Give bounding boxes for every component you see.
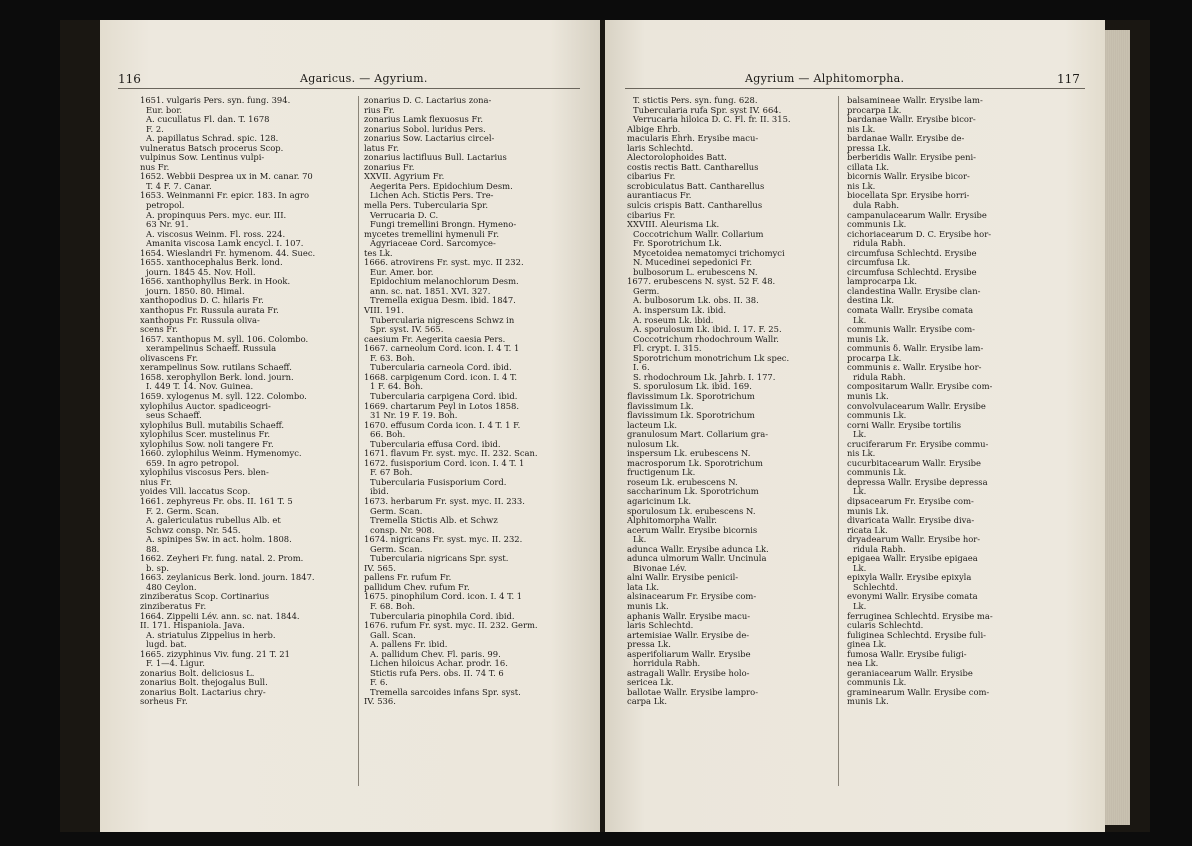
text-line: 1673. herbarum Fr. syst. myc. II. 233. [364, 495, 525, 506]
text-line: xerampelinus Schaeff. Russula [146, 343, 277, 354]
text-line: asperifoliarum Wallr. Erysibe [627, 648, 751, 659]
text-line: II. 171. Hispaniola. Java. [140, 620, 245, 631]
text-line: sericea Lk. [627, 677, 674, 688]
text-line: ricata Lk. [847, 524, 888, 535]
text-line: A. roseum Lk. ibid. [633, 314, 714, 325]
text-line: Eur. bor. [146, 104, 183, 115]
text-line: 1674. nigricans Fr. syst. myc. II. 232. [364, 534, 523, 545]
text-line: cibarius Fr. [627, 209, 676, 220]
text-line: nis Lk. [847, 180, 876, 191]
text-line: procarpa Lk. [847, 104, 902, 115]
text-line: zonarius Fr. [364, 161, 415, 172]
text-line: carpa Lk. [627, 696, 668, 707]
text-line: flavissimum Lk. Sporotrichum [627, 390, 755, 401]
text-line: compositarum Wallr. Erysibe com- [847, 381, 993, 392]
text-line: lamprocarpa Lk. [847, 276, 918, 287]
text-line: Germ. [633, 285, 660, 296]
text-line: horridula Rabh. [633, 658, 701, 669]
text-line: corni Wallr. Erysibe tortilis [847, 419, 962, 430]
text-line: xylophilus Sow. noli tangere Fr. [140, 438, 274, 449]
text-line: bardanae Wallr. Erysibe de- [847, 133, 965, 144]
text-line: Mycetoidea nematomyci trichomyci [633, 247, 785, 258]
book-spread [60, 20, 1150, 832]
text-line: b. sp. [146, 562, 170, 573]
text-line: zonarius Bolt. thejogalus Bull. [140, 677, 268, 688]
text-line: zonarius Sow. Lactarius circel- [364, 133, 495, 144]
text-line: A. sporulosum Lk. ibid. I. 17. F. 25. [633, 324, 782, 335]
text-line: adunca Wallr. Erysibe adunca Lk. [627, 543, 769, 554]
text-line: adunca ulmorum Wallr. Uncinula [627, 553, 767, 564]
text-line: T. stictis Pers. syn. fung. 628. [633, 95, 758, 105]
text-line: dula Rabh. [853, 200, 899, 211]
text-line: dryadearum Wallr. Erysibe hor- [847, 534, 981, 545]
text-line: Tubercularia nigrescens Schwz in [370, 314, 515, 325]
text-line: nea Lk. [847, 658, 879, 669]
text-line: Tubercularia nigricans Spr. syst. [370, 553, 509, 564]
text-line: 1657. xanthopus M. syll. 106. Colombo. [140, 333, 309, 344]
text-line: Verrucaria hiloica D. C. Fl. fr. II. 315. [633, 114, 791, 125]
text-line: ridula Rabh. [853, 371, 906, 382]
text-line: 1675. pinophilum Cord. icon. I. 4 T. 1 [364, 591, 523, 602]
text-line: dipsacearum Fr. Erysibe com- [847, 495, 974, 506]
text-line: Lk. [853, 562, 867, 573]
text-line: Alectorolophoides Batt. [627, 152, 727, 163]
text-line: flavissimum Lk. [627, 400, 694, 411]
text-line: 31 Nr. 19 F. 19. Boh. [370, 410, 458, 421]
text-line: A. bulbosorum Lk. obs. II. 38. [633, 295, 759, 306]
text-line: S. sporulosum Lk. ibid. 169. [633, 381, 752, 392]
left-running-head: Agaricus. — Agyrium. [300, 72, 428, 85]
text-line: Lichen Ach. Stictis Pers. Tre- [370, 190, 494, 201]
text-line: Agyriaceae Cord. Sarcomyce- [370, 238, 496, 249]
text-line: F. 6. [370, 677, 388, 688]
text-line: Tremella Stictis Alb. et Schwz [370, 515, 498, 526]
text-line: granulosum Mart. Collarium gra- [627, 429, 769, 440]
text-line: 1671. flavum Fr. syst. myc. II. 232. Scan. [364, 448, 538, 459]
text-line: aphanis Wallr. Erysibe macu- [627, 610, 751, 621]
text-line: lata Lk. [627, 581, 659, 592]
text-line: Tubercularia Fusisporium Cord. [370, 476, 507, 487]
text-line: 1662. Zeyheri Fr. fung. natal. 2. Prom. [140, 553, 304, 564]
text-line: circumfusa Schlechtd. Erysibe [847, 247, 977, 258]
text-line: Lk. [633, 534, 647, 545]
text-line: F. 1—4. Ligur. [146, 658, 205, 669]
text-line: xanthopus Fr. Russula aurata Fr. [140, 305, 279, 316]
text-line: fructigenum Lk. [627, 467, 696, 478]
text-line: agaricinum Lk. [627, 495, 692, 506]
text-line: nius Fr. [140, 476, 172, 487]
text-line: A. papillatus Schrad. spic. 128. [146, 133, 279, 144]
text-line: IV. 536. [364, 696, 396, 707]
page-edges [1105, 30, 1130, 825]
text-line: Tubercularia pinophila Cord. ibid. [370, 610, 515, 621]
text-line: Stictis rufa Pers. obs. II. 74 T. 6 [370, 667, 504, 678]
text-line: 1668. carpigenum Cord. icon. I. 4 T. [364, 371, 517, 382]
text-line: 66. Boh. [370, 429, 406, 440]
text-line: F. 68. Boh. [370, 600, 416, 611]
text-line: 1666. atrovirens Fr. syst. myc. II 232. [364, 257, 524, 268]
text-line: alni Wallr. Erysibe penicil- [627, 572, 739, 583]
text-line: VIII. 191. [364, 305, 404, 316]
text-line: fumosa Wallr. Erysibe fuligi- [847, 648, 967, 659]
text-line: zonarius lactifluus Bull. Lactarius [364, 152, 507, 163]
text-line: I. 449 T. 14. Nov. Guinea. [146, 381, 254, 392]
right-page [605, 20, 1105, 832]
right-column-2 [847, 96, 1052, 707]
text-line: 659. In agro petropol. [146, 457, 240, 468]
text-line: ginea Lk. [847, 639, 887, 650]
text-line: xylophilus viscosus Pers. blen- [140, 467, 269, 478]
text-line: scrobiculatus Batt. Cantharellus [627, 180, 765, 191]
text-line: S. rhodochroum Lk. Jahrb. I. 177. [633, 371, 776, 382]
text-line: biocellata Spr. Erysibe horri- [847, 190, 970, 201]
text-line: bicornis Wallr. Erysibe bicor- [847, 171, 970, 182]
text-line: flavissimum Lk. Sporotrichum [627, 410, 755, 421]
text-line: vulneratus Batsch procerus Scop. [140, 142, 284, 153]
text-line: A. viscosus Weinm. Fl. ross. 224. [146, 228, 286, 239]
text-line: xanthopus Fr. Russula oliva- [140, 314, 260, 325]
text-line: nus Fr. [140, 161, 170, 172]
text-line: F. 2. [146, 123, 164, 134]
text-line: xylophilus Scer. mustelinus Fr. [140, 429, 271, 440]
text-line: 1659. xylogenus M. syll. 122. Colombo. [140, 390, 307, 401]
text-line: destina Lk. [847, 295, 895, 306]
text-line: Amanita viscosa Lamk encycl. I. 107. [146, 238, 304, 249]
text-line: pallidum Chev. rufum Fr. [364, 581, 470, 592]
text-line: lugd. bat. [146, 639, 187, 650]
text-line: I. 6. [633, 362, 650, 373]
text-line: 1669. chartarum Peyl in Lotos 1858. [364, 400, 520, 411]
text-line: Eur. Amer. bor. [370, 266, 434, 277]
left-column-divider [358, 96, 359, 786]
text-line: A. spinipes Sw. in act. holm. 1808. [146, 534, 292, 545]
text-line: 1651. vulgaris Pers. syn. fung. 394. [140, 95, 291, 105]
text-line: epixyla Wallr. Erysibe epixyla [847, 572, 972, 583]
text-line: laris Schlechtd. [627, 620, 694, 631]
text-line: bulbosorum L. erubescens N. [633, 266, 758, 277]
text-line: geraniacearum Wallr. Erysibe [847, 667, 973, 678]
text-line: artemisiae Wallr. Erysibe de- [627, 629, 750, 640]
text-line: caesium Fr. Aegerita caesia Pers. [364, 333, 506, 344]
text-line: 1655. xanthocephalus Berk. lond. [140, 257, 283, 268]
text-line: consp. Nr. 908. [370, 524, 435, 535]
text-line: Coccotrichum Wallr. Collarium [633, 228, 764, 239]
left-page-number: 116 [118, 72, 141, 86]
left-page [100, 20, 600, 832]
text-line: F. 63. Boh. [370, 352, 416, 363]
text-line: F. 2. Germ. Scan. [146, 505, 219, 516]
text-line: ballotae Wallr. Erysibe lampro- [627, 686, 759, 697]
text-line: Germ. Scan. [370, 505, 423, 516]
text-line: Sporotrichum monotrichum Lk spec. [633, 352, 790, 363]
text-line: zonarius D. C. Lactarius zona- [364, 95, 492, 105]
left-column-1 [140, 96, 345, 707]
text-line: 1677. erubescens N. syst. 52 F. 48. [627, 276, 776, 287]
text-line: 63 Nr. 91. [146, 219, 189, 230]
text-line: A. pallens Fr. ibid. [370, 639, 448, 650]
text-line: Verrucaria D. C. [370, 209, 439, 220]
text-line: communis δ. Wallr. Erysibe lam- [847, 343, 984, 354]
right-header-rule [625, 88, 1085, 89]
text-line: Tremella exigua Desm. ibid. 1847. [370, 295, 516, 306]
text-line: Spr. syst. IV. 565. [370, 324, 444, 335]
left-column-2 [364, 96, 569, 707]
text-line: macrosporum Lk. Sporotrichum [627, 457, 763, 468]
text-line: circumfusa Schlechtd. Erysibe [847, 266, 977, 277]
text-line: laris Schlechtd. [627, 142, 694, 153]
text-line: procarpa Lk. [847, 352, 902, 363]
left-header-rule [118, 88, 580, 89]
text-line: acerum Wallr. Erysibe bicornis [627, 524, 758, 535]
text-line: cillata Lk. [847, 161, 890, 172]
text-line: Tubercularia carneola Cord. ibid. [370, 362, 512, 373]
text-line: 1672. fusisporium Cord. icon. I. 4 T. 1 [364, 457, 525, 468]
text-line: zonarius Bolt. Lactarius chry- [140, 686, 266, 697]
text-line: graminearum Wallr. Erysibe com- [847, 686, 990, 697]
text-line: 480 Ceylon. [146, 581, 197, 592]
text-line: communis Wallr. Erysibe com- [847, 324, 975, 335]
text-line: fuliginea Schlechtd. Erysibe fuli- [847, 629, 986, 640]
text-line: seus Schaeff. [146, 410, 202, 421]
text-line: Epidochium melanochlorum Desm. [370, 276, 519, 287]
text-line: xanthopodius D. C. hilaris Fr. [140, 295, 264, 306]
text-line: A. galericulatus rubellus Alb. et [146, 515, 281, 526]
right-page-number: 117 [1057, 72, 1080, 86]
text-line: Gall. Scan. [370, 629, 416, 640]
text-line: communis Lk. [847, 677, 907, 688]
text-line: 1676. rufum Fr. syst. myc. II. 232. Germ. [364, 620, 538, 631]
text-line: cibarius Fr. [627, 171, 676, 182]
text-line: Alphitomorpha Wallr. [627, 515, 717, 526]
text-line: A. striatulus Zippelius in herb. [146, 629, 276, 640]
text-line: munis Lk. [847, 333, 889, 344]
text-line: clandestina Wallr. Erysibe clan- [847, 285, 981, 296]
text-line: divaricata Wallr. Erysibe diva- [847, 515, 975, 526]
right-column-1 [627, 96, 832, 707]
text-line: convolvulacearum Wallr. Erysibe [847, 400, 986, 411]
text-line: A. inspersum Lk. ibid. [633, 305, 727, 316]
text-line: zinziberatus Fr. [140, 600, 207, 611]
right-running-head: Agyrium — Alphitomorpha. [745, 72, 905, 85]
text-line: cucurbitacearum Wallr. Erysibe [847, 457, 981, 468]
text-line: campanulacearum Wallr. Erysibe [847, 209, 987, 220]
text-line: comata Wallr. Erysibe comata [847, 305, 974, 316]
text-line: lacteum Lk. [627, 419, 677, 430]
text-line: pressa Lk. [627, 639, 671, 650]
text-line: Lk. [853, 486, 867, 497]
text-line: Tubercularia carpigena Cord. ibid. [370, 390, 518, 401]
text-line: xylophilus Auctor. spadiceogri- [140, 400, 271, 411]
text-line: Schwz consp. Nr. 545. [146, 524, 241, 535]
text-line: epigaea Wallr. Erysibe epigaea [847, 553, 978, 564]
text-line: Lk. [853, 600, 867, 611]
text-line: Lichen hiloicus Achar. prodr. 16. [370, 658, 508, 669]
text-line: scens Fr. [140, 324, 178, 335]
text-line: A. cucullatus Fl. dan. T. 1678 [146, 114, 270, 125]
text-line: N. Mucedinei sepedonici Fr. [633, 257, 753, 268]
text-line: petropol. [146, 200, 185, 211]
text-line: Tubercularia effusa Cord. ibid. [370, 438, 501, 449]
text-line: cruciferarum Fr. Erysibe commu- [847, 438, 989, 449]
text-line: alsinacearum Fr. Erysibe com- [627, 591, 757, 602]
text-line: IV. 565. [364, 562, 396, 573]
text-line: communis ε. Wallr. Erysibe hor- [847, 362, 982, 373]
text-line: Tubercularia rufa Spr. syst IV. 664. [633, 104, 782, 115]
text-line: balsamineae Wallr. Erysibe lam- [847, 95, 983, 105]
text-line: Fl. crypt. I. 315. [633, 343, 702, 354]
text-line: T. 4 F. 7. Canar. [146, 180, 212, 191]
text-line: berberidis Wallr. Erysibe peni- [847, 152, 976, 163]
text-line: sulcis crispis Batt. Cantharellus [627, 200, 763, 211]
text-line: munis Lk. [627, 600, 669, 611]
text-line: circumfusa Lk. [847, 257, 911, 268]
text-line: xylophilus Bull. mutabilis Schaeff. [140, 419, 285, 430]
text-line: communis Lk. [847, 410, 907, 421]
text-line: bardanae Wallr. Erysibe bicor- [847, 114, 976, 125]
text-line: mycetes tremellini hymenuli Fr. [364, 228, 499, 239]
text-line: yoides Vill. laccatus Scop. [140, 486, 251, 497]
text-line: saccharinum Lk. Sporotrichum [627, 486, 759, 497]
text-line: pallens Fr. rufum Fr. [364, 572, 452, 583]
text-line: 88. [146, 543, 160, 554]
text-line: 1658. xerophyllon Berk. lond. journ. [140, 371, 294, 382]
text-line: Bivonae Lév. [633, 562, 687, 573]
text-line: A. propinquus Pers. myc. eur. III. [146, 209, 287, 220]
text-line: 1661. zephyreus Fr. obs. II. 161 T. 5 [140, 495, 293, 506]
text-line: XXVII. Agyrium Fr. [364, 171, 445, 182]
text-line: 1667. carneolum Cord. icon. I. 4 T. 1 [364, 343, 520, 354]
text-line: 1670. effusum Corda icon. I. 4 T. 1 F. [364, 419, 521, 430]
text-line: zonarius Sobol. luridus Pers. [364, 123, 486, 134]
text-line: 1663. zeylanicus Berk. lond. journ. 1847. [140, 572, 315, 583]
text-line: Fr. Sporotrichum Lk. [633, 238, 722, 249]
text-line: sporulosum Lk. erubescens N. [627, 505, 756, 516]
text-line: 1652. Webbii Desprea ux in M. canar. 70 [140, 171, 313, 182]
text-line: tes Lk. [364, 247, 393, 258]
text-line: vulpinus Sow. Lentinus vulpi- [140, 152, 265, 163]
text-line: nis Lk. [847, 123, 876, 134]
text-line: Lk. [853, 429, 867, 440]
text-line: zonarius Lamk flexuosus Fr. [364, 114, 484, 125]
text-line: F. 67 Boh. [370, 467, 413, 478]
text-line: costis rectis Batt. Cantharellus [627, 161, 759, 172]
text-line: munis Lk. [847, 505, 889, 516]
text-line: Tremella sarcoides infans Spr. syst. [370, 686, 521, 697]
text-line: rius Fr. [364, 104, 395, 115]
text-line: pressa Lk. [847, 142, 891, 153]
text-line: ferruginea Schlechtd. Erysibe ma- [847, 610, 993, 621]
text-line: depressa Wallr. Erysibe depressa [847, 476, 988, 487]
text-line: olivascens Fr. [140, 352, 198, 363]
text-line: 1665. zizyphinus Viv. fung. 21 T. 21 [140, 648, 290, 659]
text-line: macularis Ehrh. Erysibe macu- [627, 133, 759, 144]
text-line: inspersum Lk. erubescens N. [627, 448, 751, 459]
text-line: 1654. Wieslandri Fr. hymenom. 44. Suec. [140, 247, 316, 258]
text-line: evonymi Wallr. Erysibe comata [847, 591, 978, 602]
text-line: communis Lk. [847, 219, 907, 230]
text-line: aurantiacus Fr. [627, 190, 692, 201]
text-line: cularis Schlechtd. [847, 620, 924, 631]
text-line: A. pallidum Chev. Fl. paris. 99. [370, 648, 501, 659]
right-column-divider [838, 96, 839, 786]
text-line: 1664. Zippelii Lév. ann. sc. nat. 1844. [140, 610, 300, 621]
text-line: journ. 1850. 80. Himal. [146, 285, 245, 296]
text-line: Coccotrichum rhodochroum Wallr. [633, 333, 779, 344]
text-line: astragali Wallr. Erysibe holo- [627, 667, 750, 678]
text-line: mella Pers. Tubercularia Spr. [364, 200, 488, 211]
text-line: nis Lk. [847, 448, 876, 459]
text-line: 1653. Weinmanni Fr. epicr. 183. In agro [140, 190, 310, 201]
text-line: Aegerita Pers. Epidochium Desm. [370, 180, 513, 191]
text-line: 1 F. 64. Boh. [370, 381, 424, 392]
text-line: nulosum Lk. [627, 438, 680, 449]
text-line: zinziberatus Scop. Cortinarius [140, 591, 270, 602]
text-line: Lk. [853, 314, 867, 325]
text-line: journ. 1845 45. Nov. Holl. [146, 266, 256, 277]
text-line: Albige Ehrb. [627, 123, 681, 134]
text-line: Fungi tremellini Brongn. Hymeno- [370, 219, 517, 230]
text-line: Germ. Scan. [370, 543, 423, 554]
text-line: zonarius Bolt. deliciosus L. [140, 667, 255, 678]
text-line: roseum Lk. erubescens N. [627, 476, 738, 487]
text-line: communis Lk. [847, 467, 907, 478]
text-line: ibid. [370, 486, 389, 497]
text-line: ann. sc. nat. 1851. XVI. 327. [370, 285, 491, 296]
text-line: munis Lk. [847, 696, 889, 707]
text-line: 1660. zylophilus Weinm. Hymenomyc. [140, 448, 302, 459]
text-line: 1656. xanthophyllus Berk. in Hook. [140, 276, 291, 287]
text-line: latus Fr. [364, 142, 399, 153]
text-line: cichoriacearum D. C. Erysibe hor- [847, 228, 992, 239]
text-line: sorheus Fr. [140, 696, 188, 707]
text-line: ridula Rabh. [853, 543, 906, 554]
text-line: ridula Rabh. [853, 238, 906, 249]
text-line: Schlechtd. [853, 581, 898, 592]
text-line: xerampelinus Sow. rutilans Schaeff. [140, 362, 292, 373]
text-line: munis Lk. [847, 390, 889, 401]
text-line: XXVIII. Aleurisma Lk. [627, 219, 720, 230]
